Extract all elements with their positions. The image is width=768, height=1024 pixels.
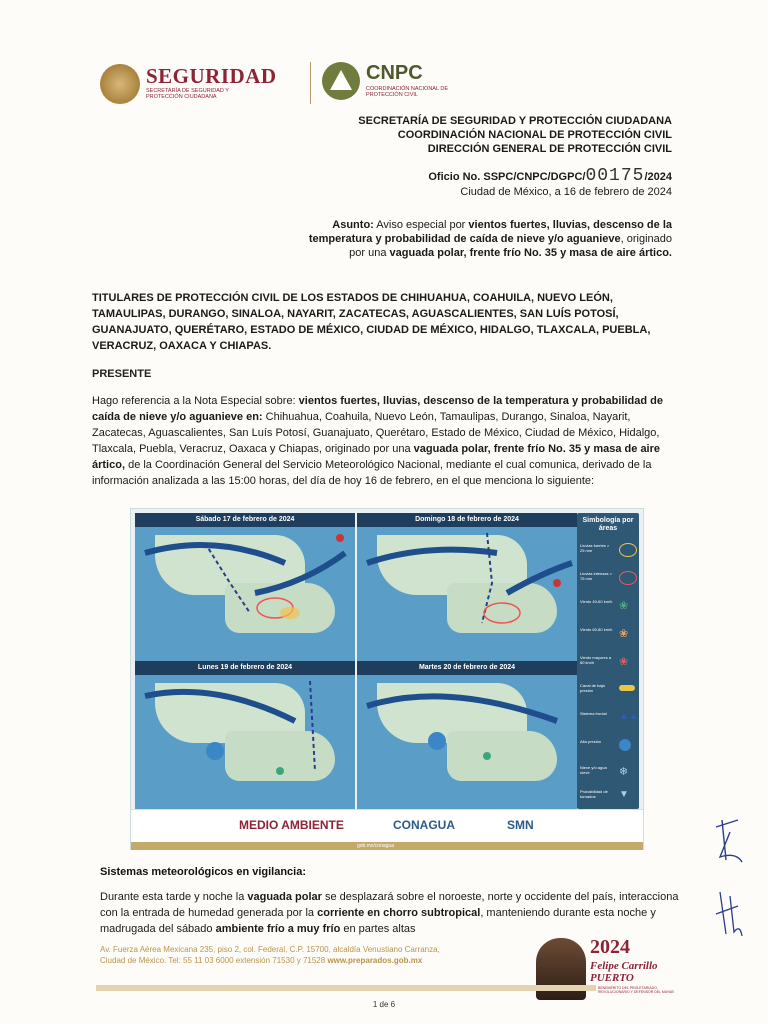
- cnpc-subtitle: COORDINACIÓN NACIONAL DE PROTECCIÓN CIVIL: [366, 86, 449, 98]
- sis-text-4: en partes altas: [340, 923, 416, 935]
- sistemas-paragraph: [100, 889, 690, 937]
- sis-bold-3: ambiente frío a muy frío: [215, 923, 341, 935]
- legend-item: Lluvias intensas > 75 mm: [580, 571, 612, 581]
- legend-item: Viento 60-80 km/h: [580, 627, 613, 632]
- legend-item: Alta presión: [580, 739, 602, 744]
- footer-address: [100, 944, 440, 966]
- decorative-border: [96, 978, 596, 998]
- footer-bar: [131, 842, 643, 850]
- legend-item: Viento mayores a 80 km/h: [580, 655, 612, 665]
- office-line-3: DIRECCIÓN GENERAL DE PROTECCIÓN CIVIL: [427, 143, 672, 155]
- oficio-block: [428, 166, 672, 198]
- weather-forecast-figure: [130, 508, 644, 850]
- asunto-text-2: , originado por una: [349, 233, 672, 259]
- legend-item: Sistema frontal: [580, 711, 607, 716]
- smn-logo: SMN: [507, 818, 534, 832]
- asunto-label: Asunto:: [332, 219, 374, 231]
- forecast-panel-tuesday: [357, 661, 577, 809]
- wind-60-80-icon: ❀: [619, 628, 629, 640]
- tornado-icon: ▼: [619, 789, 629, 800]
- asunto-block: [292, 218, 672, 260]
- sis-text-2: se desplazará sobre el noroeste, norte y occidente del país, interacciona con la entrada de humedad generada por la: [100, 891, 679, 919]
- conagua-logo: CONAGUA: [393, 818, 455, 832]
- cnpc-logo: [322, 60, 452, 104]
- office-line-2: COORDINACIÓN NACIONAL DE PROTECCIÓN CIVIL: [397, 129, 672, 141]
- body-text-1: Hago referencia a la Nota Especial sobre:: [92, 395, 299, 407]
- heavy-rain-icon: [619, 543, 637, 557]
- logo-name: Felipe Carrillo PUERTO: [590, 960, 658, 984]
- logo-year: 2024: [590, 936, 630, 958]
- high-pressure-icon: [619, 739, 631, 751]
- low-pressure-channel-icon: [619, 685, 635, 691]
- legend-item: Probabilidad de tornados: [580, 789, 608, 799]
- body-paragraph: [92, 393, 682, 489]
- oficio-number: 00175: [585, 166, 645, 186]
- forecast-arrows-icon: [135, 661, 355, 809]
- seguridad-subtitle: SECRETARÍA DE SEGURIDAD Y PROTECCIÓN CIUDADANA: [146, 88, 229, 100]
- asunto-bold-1: vientos fuertes, lluvias, descenso de la temperatura y probabilidad de caída de nieve y/o aguanieve: [308, 219, 672, 245]
- address-text: Av. Fuerza Aérea Mexicana 235, piso 2, col. Federal, C.P. 15700, alcaldía Venustiano Carranza, Ciudad de México. Tel: 55 11 03 6000 extensión 71530 y 71528: [100, 945, 440, 965]
- oficio-year: /2024: [644, 171, 672, 183]
- wind-80-icon: ❀: [619, 656, 629, 668]
- intense-rain-icon: [619, 571, 637, 585]
- forecast-arrows-icon: [357, 661, 577, 809]
- snow-icon: ❄: [619, 766, 629, 778]
- panel-title: Sábado 17 de febrero de 2024: [135, 513, 355, 527]
- website-link[interactable]: www.preparados.gob.mx: [327, 956, 423, 965]
- addressee-block: TITULARES DE PROTECCIÓN CIVIL DE LOS ESTADOS DE CHIHUAHUA, COAHUILA, NUEVO LEÓN, TAMAULIPAS, DURANGO, SINALOA, NAYARIT, ZACATECAS, AGUASCALIENTES, SAN LUÍS POTOSÍ, GUANAJUATO, QUERÉTARO, ESTADO DE MÉXICO, CIUDAD DE MÉXICO, HIDALGO, TLAXCALA, PUEBLA, VERACRUZ, OAXACA Y CHIAPAS.: [92, 292, 651, 352]
- page-number: 1 de 6: [372, 1000, 396, 1009]
- section-title: Sistemas meteorológicos en vigilancia:: [100, 866, 307, 878]
- forecast-panel-sunday: [357, 513, 577, 661]
- forecast-arrows-icon: [357, 513, 577, 661]
- initials-icon: [708, 884, 748, 944]
- wind-40-60-icon: ❀: [619, 600, 629, 612]
- legend-item: Canal de baja presión: [580, 683, 605, 693]
- footer-url: gob.mx/conagua: [357, 843, 394, 849]
- front-icon: ▲▲: [619, 711, 639, 722]
- presente-label: PRESENTE: [92, 368, 152, 380]
- mexico-seal-icon: [100, 64, 140, 104]
- seguridad-logo: [100, 62, 300, 106]
- sis-text-1: Durante esta tarde y noche la: [100, 891, 248, 903]
- cnpc-title: CNPC: [366, 62, 423, 84]
- oficio-prefix: Oficio No. SSPC/CNPC/DGPC/: [428, 171, 586, 183]
- panel-title: Martes 20 de febrero de 2024: [357, 661, 577, 675]
- forecast-panel-monday: [135, 661, 355, 809]
- signature-icon: [708, 812, 748, 872]
- civil-protection-icon: [322, 62, 360, 100]
- body-text-2: Chihuahua, Coahuila, Nuevo León, Tamaulipas, Durango, Sinaloa, Nayarit, Zacatecas, Aguascalientes, San Luís Potosí, Guanajuato, Querétaro, Estado de México, Ciudad de México, Hidalgo, Tlaxcala, Puebla, Veracruz, Oaxaca y Chiapas, originado por una: [92, 411, 660, 455]
- legend-item: Lluvias fuertes > 25 mm: [580, 543, 610, 553]
- body-text-3: de la Coordinación General del Servicio Meteorológico Nacional, mediante el cual comunica, derivado de la información analizada a las 15:00 horas, del día de hoy 16 de febrero, en el que menciona lo siguiente:: [92, 459, 652, 487]
- panel-title: Domingo 18 de febrero de 2024: [357, 513, 577, 527]
- seguridad-title: SEGURIDAD: [146, 64, 277, 88]
- logo-subtitle: BENEMÉRITO DEL PROLETARIADO, REVOLUCIONARIO Y DEFENSOR DEL MAYAB: [598, 986, 674, 994]
- legend-item: Nieve y/o agua nieve: [580, 765, 607, 775]
- office-line-1: SECRETARÍA DE SEGURIDAD Y PROTECCIÓN CIUDADANA: [358, 115, 672, 127]
- forecast-panel-saturday: [135, 513, 355, 661]
- figure-footer: [131, 809, 643, 850]
- asunto-text-1: Aviso especial por: [373, 219, 469, 231]
- office-heading: [358, 114, 672, 156]
- body-bold-2: vaguada polar, frente frío No. 35 y masa de aire ártico,: [92, 443, 661, 471]
- medio-ambiente-logo: MEDIO AMBIENTE: [239, 818, 344, 832]
- sis-text-3: , manteniendo durante esta noche y madrugada del sábado: [100, 907, 656, 935]
- forecast-arrows-icon: [135, 513, 355, 661]
- place-date: Ciudad de México, a 16 de febrero de 2024: [460, 186, 672, 198]
- sis-bold-2: corriente en chorro subtropical: [317, 907, 481, 919]
- legend-title: Simbología por áreas: [582, 517, 634, 532]
- legend-item: Viento 40-60 km/h: [580, 599, 613, 604]
- logo-divider: [310, 62, 311, 104]
- body-bold-1: vientos fuertes, lluvias, descenso de la temperatura y probabilidad de caída de nieve y/o aguanieve en:: [92, 395, 664, 423]
- asunto-bold-2: vaguada polar, frente frío No. 35 y masa de aire ártico.: [389, 247, 672, 259]
- panel-title: Lunes 19 de febrero de 2024: [135, 661, 355, 675]
- legend-panel: [577, 513, 639, 809]
- sis-bold-1: vaguada polar: [247, 891, 322, 903]
